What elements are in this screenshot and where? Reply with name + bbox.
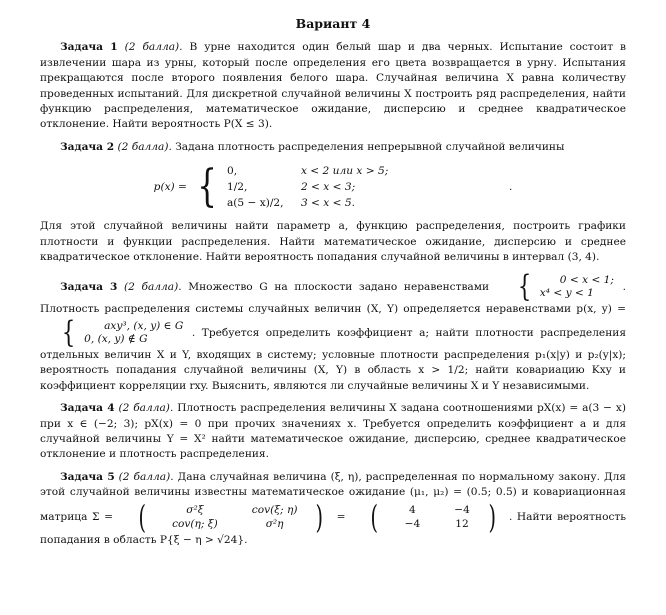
task-3-points: (2 балла).: [124, 281, 182, 294]
task-4: [40, 401, 626, 463]
system-brace: {: [517, 269, 531, 305]
paren-left: (: [370, 497, 379, 536]
case-value: 0,: [226, 165, 238, 178]
case-condition: 3 < x < 5.: [300, 197, 355, 210]
task-3-text-c: . Требуется определить коэффициент a; найти плотности распределения отдельных величин X и Y, входящих в систему; условные плотности распределения p₁(x|y) и p₂(y|x); вероятность попадания случайной величины (X, Y) в область x > 1/2; найти ковариацию Kxy и коэффициент корреляции rxy. Выяснить, являются ли случайные величины X и Y независимыми.: [40, 326, 627, 392]
case-value: a(5 − x)/2,: [226, 197, 284, 210]
task-2-text: Для этой случайной величины найти параметр a, функцию распределения, построить графики плотности и функции распределения. Найти математическое ожидание, дисперсию и среднее квадратическое отклонение. Найти вероятность попадания случайной величины в интервал (3, 4).: [40, 220, 626, 264]
task-5-points: (2 балла).: [118, 470, 174, 483]
matrix-equals: =: [336, 510, 346, 523]
case-condition: x < 2 или x > 5;: [300, 165, 389, 178]
matrix-cell: cov(η; ξ): [172, 517, 218, 530]
task-5-text-b: . Найти вероятность попадания в область P{ξ − η > √24}.: [40, 510, 627, 546]
task-3-text-a: Множество G на плоскости задано неравенствами: [188, 281, 490, 294]
task-5-heading: Задача 5: [60, 470, 115, 483]
matrix-cell: −4: [404, 517, 421, 530]
task-3-heading: Задача 3: [60, 281, 118, 294]
task-2-intro: Задана плотность распределения непрерывной случайной величины: [175, 140, 565, 153]
matrix-cell: cov(ξ; η): [251, 503, 298, 516]
case-condition: 2 < x < 3;: [300, 181, 356, 194]
task-5: [40, 470, 626, 548]
case-value: 1/2,: [226, 181, 248, 194]
task-2: [40, 140, 626, 266]
system-brace: {: [61, 314, 76, 350]
matrix-cell: σ²η: [265, 517, 284, 530]
task-2-heading: Задача 2: [60, 140, 115, 153]
paren-left: (: [138, 497, 146, 536]
density-formula: [40, 161, 626, 213]
covariance-matrix-numeric: [352, 497, 502, 536]
system-row: 0, (x, y) ∉ G: [84, 332, 148, 345]
matrix-cell: 12: [455, 517, 469, 530]
matrix-cell: −4: [454, 503, 470, 516]
task-4-points: (2 балла).: [118, 402, 174, 415]
paren-right: ): [315, 497, 324, 536]
task-3: [40, 269, 627, 394]
task-3-text-b: . Плотность распределения системы случайных величин (X, Y) определяется неравенствами p(x, y) =: [40, 281, 626, 316]
density-system: [42, 314, 184, 350]
task-2-points: (2 балла).: [117, 140, 172, 153]
set-g-system: [498, 269, 614, 305]
task-4-heading: Задача 4: [60, 402, 115, 415]
task-4-text: Плотность распределения величины X задана соотношениями pX(x) = a(3 − x) при x ∈ (−2; 3); pX(x) = 0 при прочих значениях x. Требуется определить коэффициент a и для случайной величины Y = X² найти математическое ожидание, дисперсию, среднее квадратическое отклонение и плотность распределения.: [40, 402, 626, 461]
formula-end: .: [508, 180, 513, 193]
task-1-text: В урне находится один белый шар и два черных. Испытание состоит в извлечении шара из урны, который после определения его цвета возвращается в урну. Испытания прекращаются после второго появления белого шара. Случайная величина X равна количеству проведенных испытаний. Для дискретной случайной величины X построить ряд распределения, найти функцию распределения, математическое ожидание, дисперсию и среднее квадратическое отклонение. Найти вероятность P(X ≤ 3).: [40, 41, 626, 131]
task-1-points: (2 балла).: [124, 41, 183, 54]
system-row: axy³, (x, y) ∈ G: [104, 319, 184, 332]
matrix-cell: 4: [409, 503, 416, 516]
task-2-intro-line: [40, 140, 626, 155]
task-1-heading: Задача 1: [60, 41, 118, 54]
task-1: [40, 40, 626, 132]
page-title: Вариант 4: [295, 16, 371, 31]
system-row: 0 < x < 1;: [559, 274, 614, 287]
system-row: x⁴ < y < 1: [539, 287, 594, 300]
formula-cases: [227, 163, 451, 211]
matrix-cell: σ²ξ: [186, 503, 204, 516]
task-5-text-a: Дана случайная величина (ξ, η), распределенная по нормальному закону. Для этой случайной величины известны математическое ожидание (μ₁, μ₂) = (0.5; 0.5) и ковариационная матрица Σ =: [40, 470, 626, 523]
formula-brace: {: [197, 161, 217, 213]
paren-right: ): [488, 497, 496, 536]
formula-lhs: p(x) =: [153, 180, 187, 193]
covariance-matrix-symbolic: [120, 497, 330, 536]
